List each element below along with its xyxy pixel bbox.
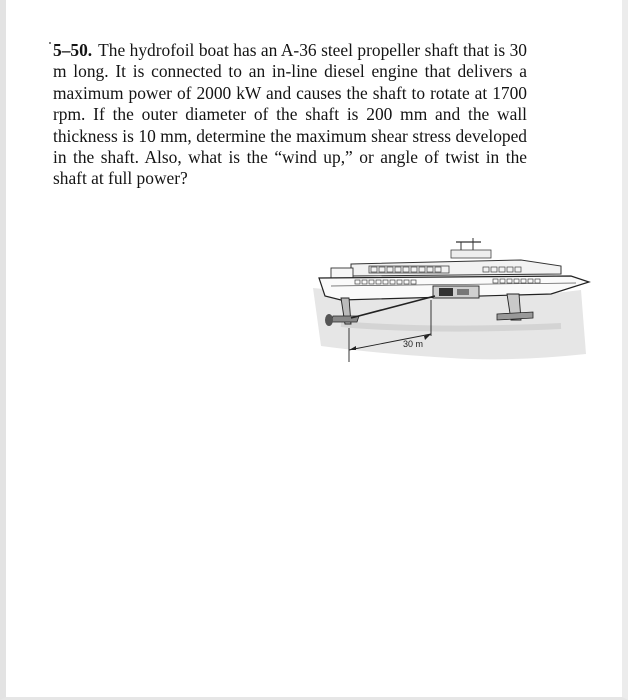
hydrofoil-boat-figure bbox=[311, 236, 591, 366]
dimension-label: 30 m bbox=[403, 339, 424, 349]
problem-statement bbox=[53, 40, 527, 190]
speck-mark bbox=[49, 42, 51, 44]
boat-superstructure bbox=[331, 260, 561, 278]
hydrofoil-boat-icon bbox=[311, 236, 591, 366]
problem-text: The hydrofoil boat has an A-36 steel propeller shaft that is 30 m long. It is connected to an in-line diesel engine that delivers a maximum power of 2000 kW and causes the shaft to rotate at 1700 rpm. If the outer diameter of the shaft is 200 mm and the wall thickness is 10 mm, determine the maximum shear stress developed in the shaft. Also, what is the “wind up,” or angle of twist in the shaft at full power? bbox=[53, 40, 527, 189]
mast-icon bbox=[451, 238, 491, 258]
problem-number: 5–50. bbox=[53, 40, 93, 60]
